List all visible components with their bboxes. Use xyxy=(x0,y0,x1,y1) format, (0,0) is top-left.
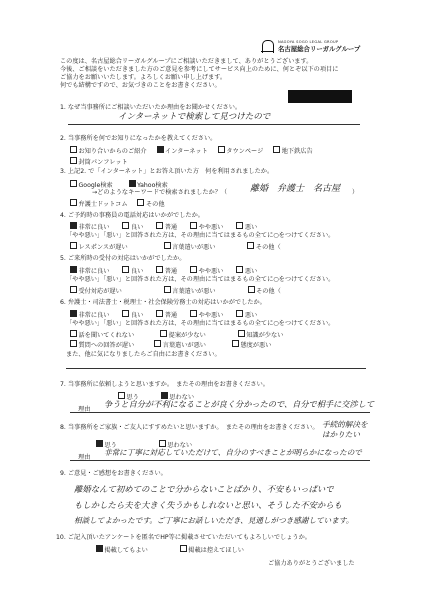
q5-rating-checkbox-3[interactable] xyxy=(190,266,197,273)
q6-reasons-row1 xyxy=(70,330,291,339)
q5-reason-0: 受付対応が遅い xyxy=(78,287,122,295)
q6-reason-checkbox-5[interactable] xyxy=(232,340,239,347)
q1-answer: インターネットで検索して見つけたので xyxy=(118,112,271,122)
q6-reason-note: 「やや悪い」「悪い」と回答された方は、その理由に当てはまるもの全てに○をつけてください。 xyxy=(66,320,335,327)
q6-other-note: また、他に気になりましたらご自由にお書きください。 xyxy=(66,351,221,358)
q5-rating-checkbox-2[interactable] xyxy=(156,266,163,273)
q2-checkbox-4[interactable] xyxy=(70,157,77,164)
q3-options-row1 xyxy=(70,180,176,189)
q2-option-1: インターネット xyxy=(165,147,208,155)
q5-reason-1: 言葉遣いが悪い xyxy=(172,287,216,295)
q6-rating-label-0: 非常に良い xyxy=(78,311,110,319)
q8-option-1: 思わない xyxy=(167,441,193,449)
q6-reasons-row2 xyxy=(70,340,279,349)
q6-other-line-1 xyxy=(66,368,366,369)
q6-reason-4: 言葉遣いが悪い xyxy=(162,341,206,349)
q6-rating-label-4: 悪い xyxy=(244,311,258,319)
q6-reason-1: 提案が少ない xyxy=(168,331,206,339)
q3-checkbox-0[interactable] xyxy=(70,180,77,187)
q6-reason-checkbox-0[interactable] xyxy=(70,330,77,337)
q4-rating-checkbox-0[interactable] xyxy=(70,222,77,229)
q9-line-2: もしかしたら夫を大きく失うかもしれないと思い、そうした不安からも xyxy=(74,500,342,510)
q4-reason-checkbox-2[interactable] xyxy=(247,242,254,249)
q5-reason-note: 「やや悪い」「悪い」と回答された方は、その理由に当てはまるもの全てに○をつけてください。 xyxy=(66,276,335,283)
q7-answer-line xyxy=(70,412,370,413)
q3-keyword-answer: 離婚 弁護士 名古屋 xyxy=(250,184,341,194)
q10-option-1: 掲載は控えてほしい xyxy=(188,546,244,554)
q5-reason-checkbox-1[interactable] xyxy=(164,286,171,293)
q6-rating-checkbox-1[interactable] xyxy=(122,310,129,317)
q9-label: 9. ご意見・ご感想をお書きください。 xyxy=(60,470,167,477)
q1-label: 1. なぜ当事務所にご相談いただいたか理由をお聞かせください。 xyxy=(60,104,242,111)
logo-en: NAGOYA SOGO LEGAL GROUP xyxy=(278,40,339,44)
q6-rating-label-1: 良い xyxy=(130,311,144,319)
q4-rating-checkbox-4[interactable] xyxy=(236,222,243,229)
q4-rating-row xyxy=(70,222,268,231)
q4-rating-label-2: 普通 xyxy=(164,223,178,231)
intro-line-4: 何でも結構ですので、お気づきのことをお書きください。 xyxy=(60,82,221,89)
q10-label: 10. ご記入頂いたアンケートを匿名でHP等に掲載させていただいてもよろしいでしょうか。 xyxy=(56,534,311,541)
q1-answer-line xyxy=(68,124,360,125)
q3-keyword-close: ） xyxy=(352,189,359,196)
q3-option-2: 弁護士ドットコム xyxy=(78,200,128,208)
q2-checkbox-3[interactable] xyxy=(273,146,280,153)
q6-rating-checkbox-4[interactable] xyxy=(236,310,243,317)
q5-reason-2: その他（ xyxy=(256,287,281,295)
q2-option-4: 封筒パンフレット xyxy=(78,158,128,166)
q6-reason-2: 知識が少ない xyxy=(246,331,284,339)
q4-rating-label-4: 悪い xyxy=(244,223,258,231)
q2-checkbox-1[interactable] xyxy=(157,146,164,153)
q4-rating-label-1: 良い xyxy=(130,223,144,231)
q5-reason-checkbox-0[interactable] xyxy=(70,286,77,293)
q7-option-1: 思わない xyxy=(169,393,195,401)
q6-reason-checkbox-1[interactable] xyxy=(160,330,167,337)
q6-reason-checkbox-4[interactable] xyxy=(154,340,161,347)
q6-reason-3: 質問への回答が遅い xyxy=(78,341,135,349)
q6-rating-checkbox-2[interactable] xyxy=(156,310,163,317)
q6-reason-0: 話を聞いてくれない xyxy=(78,331,135,339)
q10-option-0: 掲載してもよい xyxy=(104,546,148,554)
q8-checkbox-0[interactable] xyxy=(96,440,103,447)
thanks-message: ご協力ありがとうございました xyxy=(268,560,355,567)
q9-line-1: 離婚なんて初めてのことで分からないことばかり、不安もいっぱいで xyxy=(74,484,334,494)
q4-rating-checkbox-3[interactable] xyxy=(190,222,197,229)
intro-line-2: 今後、ご相談をいただきました方のご意見を参考にしてサービス向上のために、何とぞ以下の項目に xyxy=(60,66,339,73)
q4-rating-label-0: 非常に良い xyxy=(78,223,110,231)
q4-reason-2: その他（ xyxy=(255,243,281,251)
q3-checkbox-1[interactable] xyxy=(129,180,136,187)
q4-label: 4. ご予約時の事務員の電話対応はいかがでしたか。 xyxy=(60,212,204,219)
q5-rating-label-3: やや悪い xyxy=(198,267,224,275)
q7-checkbox-0[interactable] xyxy=(118,392,125,399)
q10-checkbox-1[interactable] xyxy=(180,545,187,552)
q6-reason-checkbox-3[interactable] xyxy=(70,340,77,347)
q5-reason-checkbox-2[interactable] xyxy=(248,286,255,293)
q2-options-row1 xyxy=(70,146,321,155)
q5-rating-checkbox-0[interactable] xyxy=(70,266,77,273)
q6-rating-checkbox-3[interactable] xyxy=(190,310,197,317)
q4-reason-0: レスポンスが遅い xyxy=(78,243,128,251)
q10-options-row xyxy=(96,545,252,554)
q8-answer: 非常に丁寧に対応していただけて、自分のすべきことが明らかになったので xyxy=(104,448,362,457)
q7-checkbox-1[interactable] xyxy=(161,392,168,399)
q5-rating-label-1: 良い xyxy=(130,267,144,275)
q3-options-row2 xyxy=(70,199,173,208)
q3-option-0: Google検索 xyxy=(78,181,113,189)
redacted-name-box xyxy=(288,90,352,103)
q4-rating-label-3: やや悪い xyxy=(198,223,224,231)
q3-label: 3. 上記2. で「インターネット」とお答え頂いた方 何を利用されましたか。 xyxy=(60,168,274,175)
q4-reasons-row xyxy=(70,242,289,251)
q8-side-note: 手続的解決をはかりたい xyxy=(322,420,368,440)
q3-option-3: その他 xyxy=(145,200,165,208)
q8-answer-line xyxy=(70,460,370,461)
q2-checkbox-0[interactable] xyxy=(70,146,77,153)
q8-option-0: 思う xyxy=(104,441,117,449)
q5-rating-row xyxy=(70,266,268,275)
q4-reason-checkbox-0[interactable] xyxy=(70,242,77,249)
q3-checkbox-2[interactable] xyxy=(70,199,77,206)
intro-line-1: この度は、名古屋総合リーガルグループにご相談いただきまして、ありがとうございます。 xyxy=(60,58,313,65)
q4-reason-1: 言葉遣いが悪い xyxy=(172,243,216,251)
q8-reason-label: 理由 xyxy=(78,454,91,461)
q2-label: 2. 当事務所を何でお知りになったかを教えてください。 xyxy=(60,135,217,142)
q2-options-row2 xyxy=(70,157,136,166)
q2-option-3: 地下鉄広告 xyxy=(281,147,313,155)
q5-reasons-row xyxy=(70,286,289,295)
q8-checkbox-1[interactable] xyxy=(159,440,166,447)
q7-option-0: 思う xyxy=(126,393,139,401)
q6-rating-label-3: やや悪い xyxy=(198,311,224,319)
q6-reason-checkbox-2[interactable] xyxy=(238,330,245,337)
q3-checkbox-3[interactable] xyxy=(137,199,144,206)
q2-option-2: タウンページ xyxy=(226,147,264,155)
q8-label: 8. 当事務所をご家族・ご友人にすすめたいと思いますか。 またその理由をお書きください。 xyxy=(60,424,319,431)
q2-checkbox-2[interactable] xyxy=(218,146,225,153)
q7-answer: 争うと自分が不利になることが良く分かったので、自分で相手に交渉して xyxy=(104,399,375,409)
q5-rating-label-2: 普通 xyxy=(164,267,178,275)
intro-line-3: ご協力をお願いいたします。よろしくお願い申し上げます。 xyxy=(60,74,227,81)
q5-rating-label-4: 悪い xyxy=(244,267,258,275)
q3-option-1: Yahoo検索 xyxy=(137,181,168,189)
q4-reason-checkbox-1[interactable] xyxy=(164,242,171,249)
q5-rating-checkbox-4[interactable] xyxy=(236,266,243,273)
q7-label: 7. 当事務所に依頼しようと思いますか。 またその理由をお書きください。 xyxy=(60,381,269,388)
q5-rating-label-0: 非常に良い xyxy=(78,267,110,275)
q5-label: 5. ご来所時の受付の対応はいかがでしたか。 xyxy=(60,255,186,262)
logo-bar-icon xyxy=(261,51,273,52)
q2-option-0: お知り合いからのご紹介 xyxy=(78,147,147,155)
q6-rating-row xyxy=(70,310,268,319)
q6-rating-label-2: 普通 xyxy=(164,311,178,319)
q4-rating-checkbox-2[interactable] xyxy=(156,222,163,229)
q4-reason-note: 「やや悪い」「悪い」と回答された方は、その理由に当てはまるもの全てに○をつけてください。 xyxy=(66,232,335,239)
q6-rating-checkbox-0[interactable] xyxy=(70,310,77,317)
logo-ja: 名古屋総合リーガルグループ xyxy=(278,45,361,53)
q6-reason-5: 態度が悪い xyxy=(240,341,272,349)
q5-rating-checkbox-1[interactable] xyxy=(122,266,129,273)
q3-keyword-question: →どのようなキーワードで検索されましたか？（ xyxy=(92,189,228,196)
q7-reason-label: 理由 xyxy=(78,406,91,413)
q6-label: 6. 弁護士・司法書士・税理士・社会保険労務士の対応はいかがでしたか。 xyxy=(60,299,266,306)
q10-checkbox-0[interactable] xyxy=(96,545,103,552)
q4-rating-checkbox-1[interactable] xyxy=(122,222,129,229)
q9-line-3: 相談してよかったです。ご丁寧にお話しいただき、見通しがつき感謝しています。 xyxy=(74,516,354,525)
